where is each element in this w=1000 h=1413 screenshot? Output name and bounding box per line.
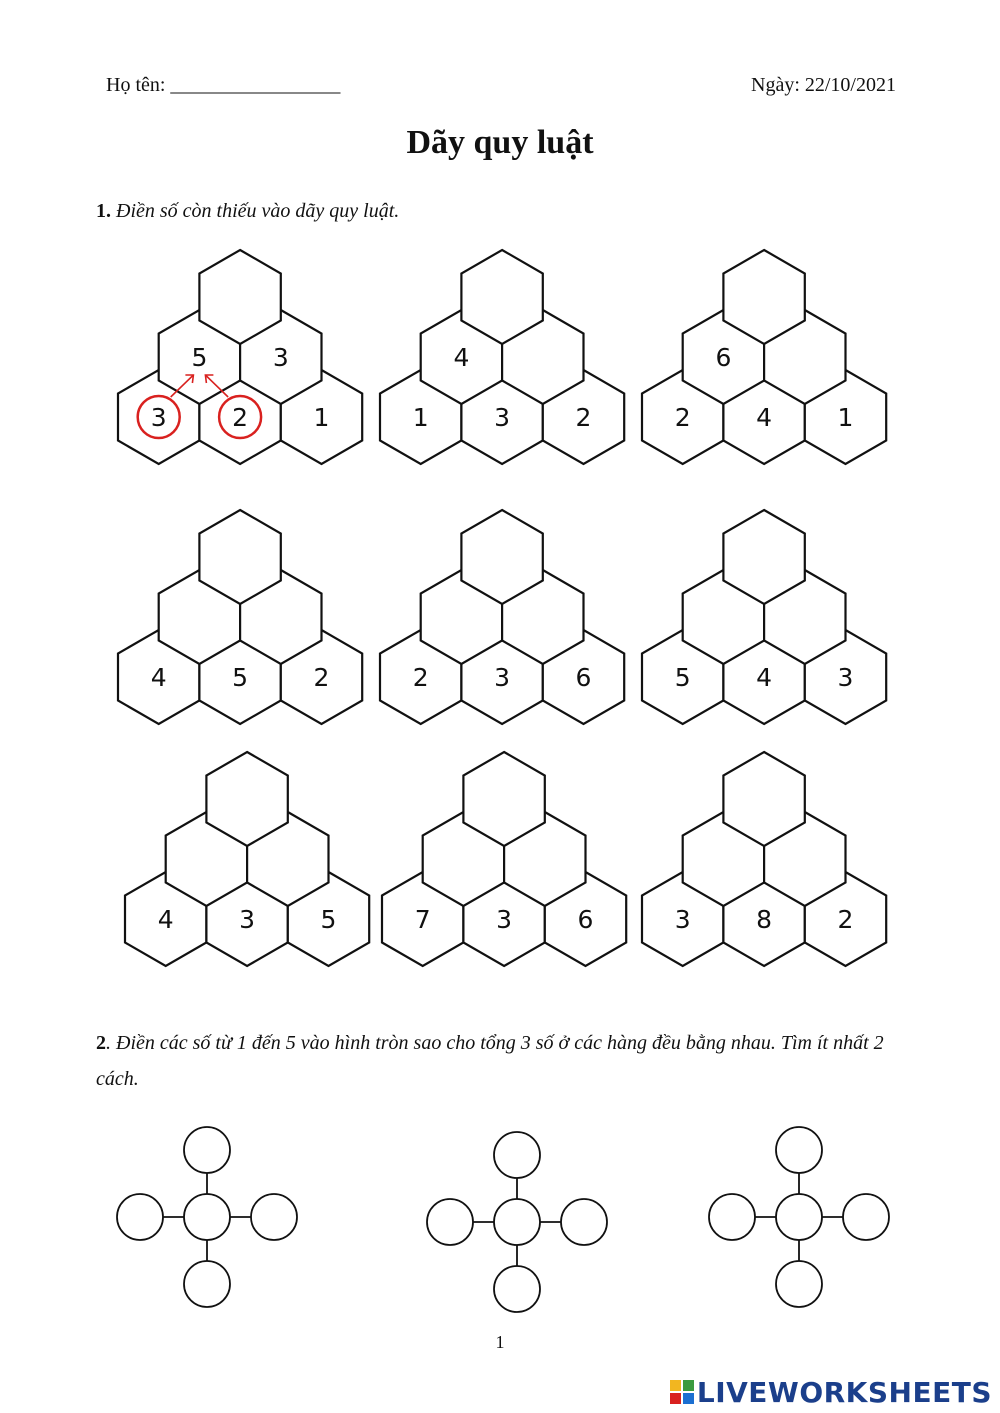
pyramid-6 [642,510,886,724]
hexagon-number: 4 [756,663,773,692]
hexagon-number: 5 [320,905,337,934]
hexagon-number: 3 [837,663,854,692]
question-2-text: . Điền các số từ 1 đến 5 vào hình tròn sao cho tổng 3 số ở các hàng đều bằng nhau. Tìm ít nhất 2 cách. [96,1032,884,1090]
question-1-number: 1. [96,200,111,222]
hexagon-number: 5 [674,663,691,692]
answer-circle-center[interactable] [494,1199,540,1245]
hexagon-number: 3 [496,905,513,934]
question-1-text: Điền số còn thiếu vào dãy quy luật. [116,200,400,222]
pyramid-8 [382,752,626,966]
answer-circle-center[interactable] [776,1194,822,1240]
hexagon-number: 1 [412,403,429,432]
pyramid-7 [125,752,369,966]
hexagon-number: 3 [272,343,289,372]
hexagon-number: 6 [575,663,592,692]
hexagon-number: 2 [837,905,854,934]
answer-circle-bottom[interactable] [184,1261,230,1307]
hexagon-number: 2 [674,403,691,432]
answer-circle-top[interactable] [494,1132,540,1178]
hexagon-number: 4 [756,403,773,432]
brand-watermark [669,1376,992,1409]
hexagon-number: 2 [232,403,249,432]
name-label: Họ tên: _________________ [106,74,341,96]
answer-circle-bottom[interactable] [776,1261,822,1307]
hexagon-number: 2 [575,403,592,432]
hexagon-number: 2 [313,663,330,692]
hexagon-number: 7 [414,905,431,934]
hexagon-number: 5 [191,343,208,372]
answer-circle-left[interactable] [117,1194,163,1240]
answer-circle-top[interactable] [184,1127,230,1173]
page-title: Dãy quy luật [406,124,594,161]
answer-circle-right[interactable] [843,1194,889,1240]
circle-puzzle-3 [709,1127,889,1307]
hexagon-number: 3 [494,663,511,692]
hexagon-number: 5 [232,663,249,692]
answer-circle-bottom[interactable] [494,1266,540,1312]
pyramid-9 [642,752,886,966]
circle-puzzles [0,1110,1000,1320]
hexagon-number: 4 [453,343,470,372]
hexagon-number: 1 [837,403,854,432]
page-number: 1 [495,1332,505,1352]
hexagon-number: 4 [157,905,174,934]
hexagon-number: 1 [313,403,330,432]
brand-text: LIVEWORKSHEETS [696,1376,992,1409]
hexagon-number: 2 [412,663,429,692]
answer-circle-right[interactable] [561,1199,607,1245]
hexagon-number: 3 [239,905,256,934]
circle-puzzle-1 [117,1127,297,1307]
pyramid-1 [118,250,362,464]
answer-circle-center[interactable] [184,1194,230,1240]
circle-puzzle-2 [427,1132,607,1312]
pyramid-3 [642,250,886,464]
hexagon-number: 3 [150,403,167,432]
hexagon-number: 3 [494,403,511,432]
pyramid-2 [380,250,624,464]
answer-circle-left[interactable] [709,1194,755,1240]
liveworksheets-logo-icon [669,1379,695,1405]
hexagon-number: 6 [577,905,594,934]
answer-circle-right[interactable] [251,1194,297,1240]
question-2-number: 2 [96,1032,106,1054]
hexagon-number: 4 [150,663,167,692]
answer-circle-top[interactable] [776,1127,822,1173]
pyramid-4 [118,510,362,724]
date-label: Ngày: 22/10/2021 [751,74,896,96]
hexagon-number: 6 [715,343,732,372]
hexagon-number: 8 [756,905,773,934]
hexagon-number: 3 [674,905,691,934]
pyramid-5 [380,510,624,724]
question-2 [96,1025,906,1097]
answer-circle-left[interactable] [427,1199,473,1245]
